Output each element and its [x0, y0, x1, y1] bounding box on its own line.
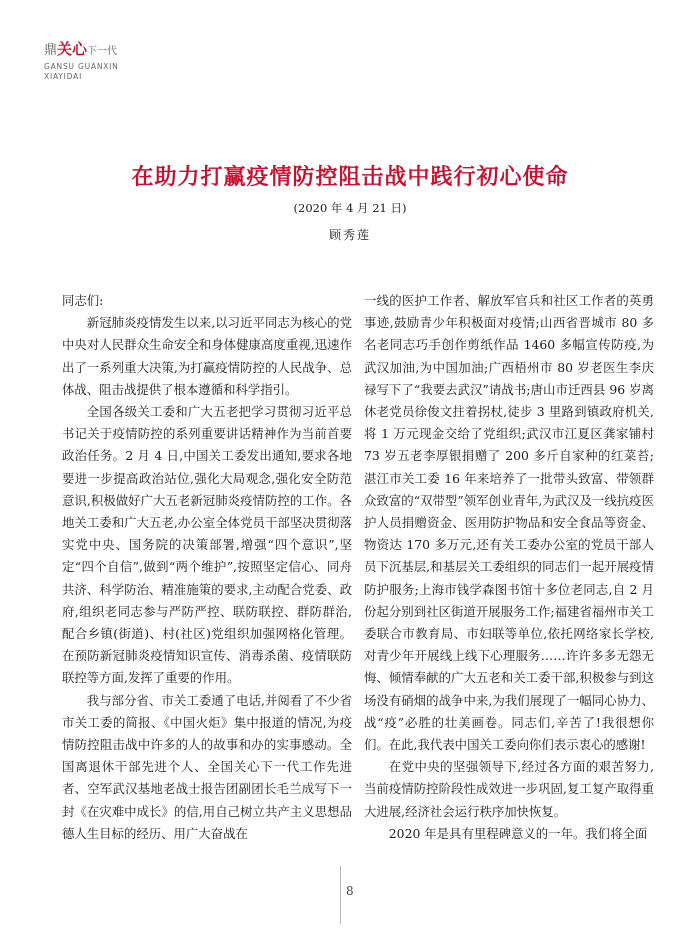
article-title: 在助力打赢疫情防控阻击战中践行初心使命 [131, 164, 569, 190]
paragraph-3: 我与部分省、市关工委通了电话,并阅看了不少省市关工委的简报、《中国火炬》集中报道的情况,为疫情防控阻击战中许多的人的故事和办的实事感动。全国离退休干部先进个人、全国关心下一代工作先进者、空军武汉基地老战士报告团副团长毛兰成写下一封《在灾难中成长》的信,用自己树立共产主义思想品德人生目标的经历、用广大奋战在 [62, 692, 352, 841]
paragraph-5: 2020 年是具有里程碑意义的一年。我们将全面 [388, 825, 648, 841]
logo-subtitle-line1: GANSU GUANXIN [44, 62, 119, 71]
logo-wordmark [44, 40, 117, 61]
left-column [62, 290, 352, 845]
salutation: 同志们: [62, 293, 104, 308]
article-author: 顾秀莲 [328, 228, 371, 242]
paragraph-1: 新冠肺炎疫情发生以来,以习近平同志为核心的党中央对人民群众生命安全和身体健康高度重视,迅速作出了一系列重大决策,为打赢疫情防控的人民战争、总体战、阻击战提供了根本遵循和科学指引。 [62, 315, 352, 397]
right-column [364, 290, 654, 845]
page-number: 8 [346, 884, 354, 898]
paragraph-2: 全国各级关工委和广大五老把学习贯彻习近平总书记关于疫情防控的系列重要讲话精神作为当前首要政治任务。2 月 4 日,中国关工委发出通知,要求各地要进一步提高政治站位,强化大局观念,强化安全防范意识,积极做好广大五老新冠肺炎疫情防控的工作。各地关工委和广大五老,办公室全体党员干部坚决贯彻落实党中央、国务院的决策部署,增强“四个意识”,坚定“四个自信”,做到“两个维护”,按照坚定信心、同舟共济、科学防治、精准施策的要求,主动配合党委、政府,组织老同志参与严防严控、联防联控、群防群治,配合乡镇(街道)、村(社区)党组织加强网格化管理。在预防新冠肺炎疫情知识宣传、消毒杀菌、疫情联防联控等方面,发挥了重要的作用。 [62, 404, 352, 686]
logo-char-ding: 鼎 [44, 43, 58, 58]
logo-char-guanxin: 关心 [57, 40, 88, 58]
paragraph-3-continued: 一线的医护工作者、解放军官兵和社区工作者的英勇事迹,鼓励青少年积极面对疫情;山西省晋城市 80 多名老同志巧手创作剪纸作品 1460 多幅宣传防疫,为武汉加油,为中国加油;广西梧州市 80 岁老医生李庆禄写下了“我要去武汉”请战书;唐山市迁西县 96 岁离休老党员徐俊文拄着拐杖,徒步 3 里路到镇政府机关,将 1 万元现金交给了党组织;武汉市江夏区龚家铺村 73 岁五老李厚银捐赠了 200 多斤自家种的红菜苔;湛江市关工委 16 年来培养了一批带头致富、带领群众致富的“双带型”领军创业青年,为武汉及一线抗疫医护人员捐赠资金、医用防护物品和安全食品等资金、物资达 170 多万元,还有关工委办公室的党员干部人员下沉基层,和基层关工委组织的同志们一起开展疫情防护服务;上海市钱学森图书馆十多位老同志,自 2 月份起分别到社区街道开展服务工作;福建省福州市关工委联合市教育局、市妇联等单位,依托网络家长学校,对青少年开展线上线下心理服务……许许多多无怨无悔、倾情奉献的广大五老和关工委干部,积极参与到这场没有硝烟的战争中来,为我们展现了一幅同心协力、战“疫”必胜的壮美画卷。同志们,辛苦了!我很想你们。在此,我代表中国关工委向你们表示衷心的感谢! [364, 293, 654, 753]
footer-divider [340, 866, 341, 924]
article-date: (2020 年 4 月 21 日) [293, 201, 407, 215]
magazine-logo [44, 40, 184, 90]
logo-subtitle-line2: XIAYIDAI [44, 72, 83, 81]
logo-char-xiayidai: 下一代 [87, 46, 118, 57]
paragraph-4: 在党中央的坚强领导下,经过各方面的艰苦努力,当前疫情防控阶段性成效进一步巩固,复工复产取得重大进展,经济社会运行秩序加快恢复。 [364, 759, 654, 819]
